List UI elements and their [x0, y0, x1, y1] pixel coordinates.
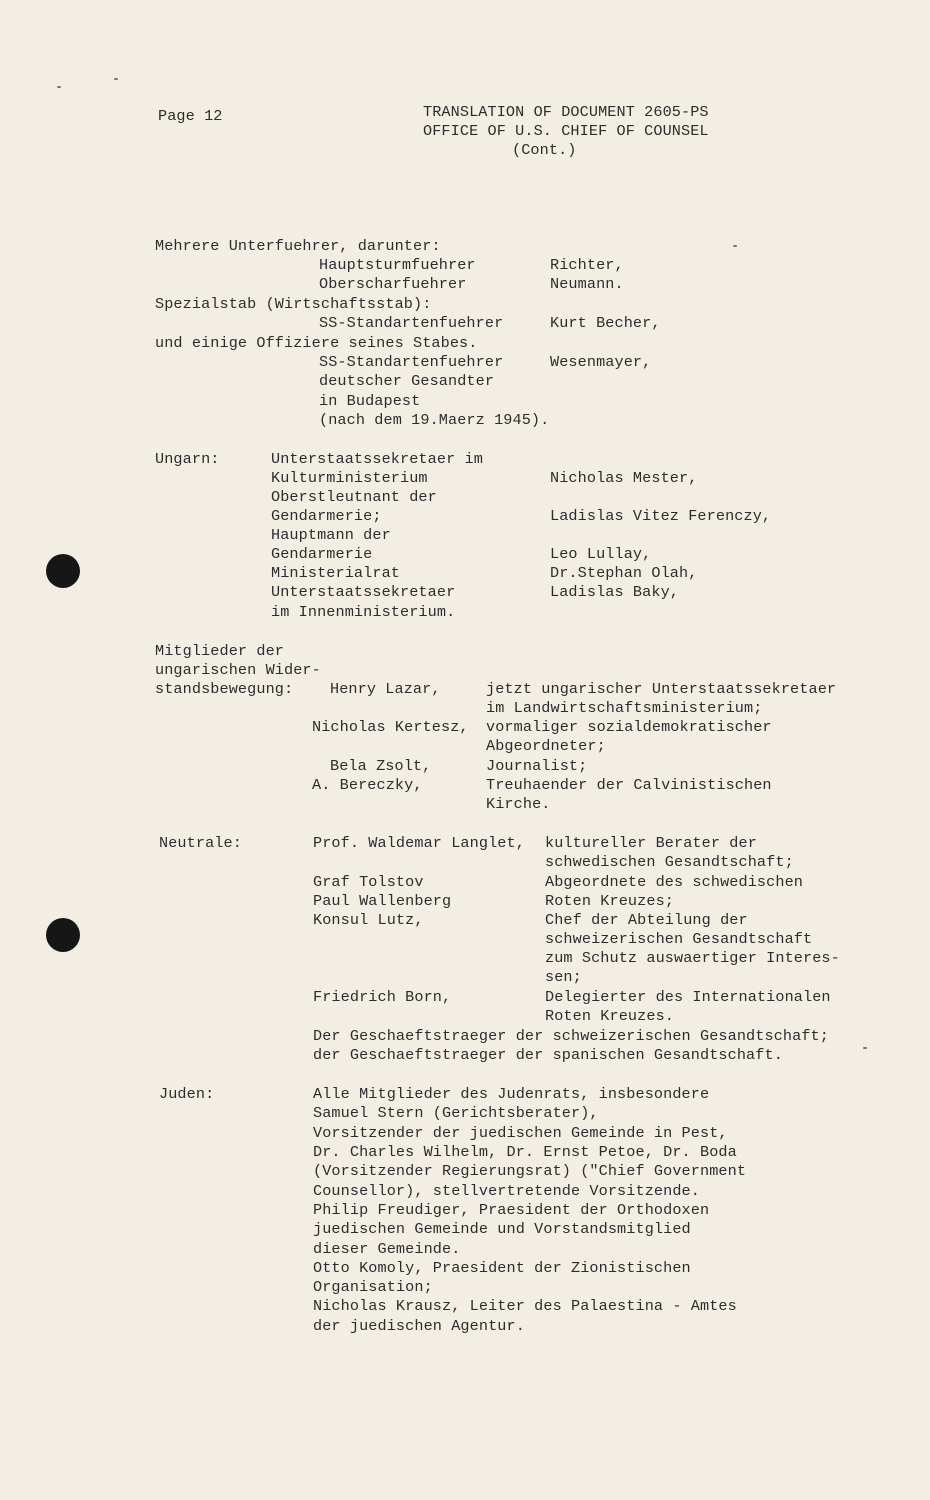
text-line: (Vorsitzender Regierungsrat) ("Chief Government: [313, 1162, 747, 1180]
paper-speck: [733, 245, 737, 247]
text-line: schwedischen Gesandtschaft;: [545, 853, 794, 871]
text-line: Abgeordnete des schwedischen: [545, 873, 803, 891]
text-line: in Budapest: [319, 392, 421, 410]
text-line: der juedischen Agentur.: [313, 1317, 525, 1335]
text-line: (nach dem 19.Maerz 1945).: [319, 411, 550, 429]
text-line: Roten Kreuzes.: [545, 1007, 674, 1025]
text-line: Bela Zsolt,: [330, 757, 432, 775]
text-line: Kulturministerium: [271, 469, 428, 487]
text-line: sen;: [545, 968, 582, 986]
text-line: Prof. Waldemar Langlet,: [313, 834, 525, 852]
section-label: ungarischen Wider-: [155, 661, 321, 679]
text-line: im Landwirtschaftsministerium;: [486, 699, 763, 717]
text-line: Gendarmerie;: [271, 507, 382, 525]
paper-speck: [863, 1047, 867, 1049]
text-line: Oberstleutnant der: [271, 488, 437, 506]
paper-speck: [114, 78, 118, 80]
text-line: Counsellor), stellvertretende Vorsitzende.: [313, 1182, 700, 1200]
text-line: Leo Lullay,: [550, 545, 652, 563]
text-line: Henry Lazar,: [330, 680, 441, 698]
text-line: Nicholas Kertesz,: [312, 718, 469, 736]
heading-line-3: (Cont.): [512, 141, 577, 159]
text-line: Alle Mitglieder des Judenrats, insbesondere: [313, 1085, 710, 1103]
section-label: standsbewegung:: [155, 680, 294, 698]
section-label: Juden:: [159, 1085, 215, 1103]
section-label: Neutrale:: [159, 834, 242, 852]
text-line: Nicholas Mester,: [550, 469, 698, 487]
text-line: jetzt ungarischer Unterstaatssekretaer: [486, 680, 837, 698]
text-line: Ladislas Vitez Ferenczy,: [550, 507, 772, 525]
text-line: Unterstaatssekretaer: [271, 583, 456, 601]
text-line: dieser Gemeinde.: [313, 1240, 461, 1258]
text-line: Kurt Becher,: [550, 314, 661, 332]
text-line: A. Bereczky,: [312, 776, 423, 794]
text-line: Delegierter des Internationalen: [545, 988, 831, 1006]
page-number: Page 12: [158, 107, 223, 125]
text-line: Abgeordneter;: [486, 737, 606, 755]
text-line: Journalist;: [486, 757, 588, 775]
text-line: zum Schutz auswaertiger Interes-: [545, 949, 840, 967]
text-line: Oberscharfuehrer: [319, 275, 467, 293]
text-line: Mehrere Unterfuehrer, darunter:: [155, 237, 441, 255]
text-line: im Innenministerium.: [271, 603, 456, 621]
text-line: Dr.Stephan Olah,: [550, 564, 698, 582]
text-line: Roten Kreuzes;: [545, 892, 674, 910]
text-line: SS-Standartenfuehrer: [319, 314, 504, 332]
text-line: Kirche.: [486, 795, 551, 813]
text-line: schweizerischen Gesandtschaft: [545, 930, 813, 948]
text-line: Chef der Abteilung der: [545, 911, 748, 929]
heading-line-1: TRANSLATION OF DOCUMENT 2605-PS: [423, 103, 709, 121]
text-line: Hauptmann der: [271, 526, 391, 544]
text-line: Hauptsturmfuehrer: [319, 256, 476, 274]
section-label: Ungarn:: [155, 450, 220, 468]
heading-line-2: OFFICE OF U.S. CHIEF OF COUNSEL: [423, 122, 709, 140]
text-line: der Geschaeftstraeger der spanischen Gesandtschaft.: [313, 1046, 783, 1064]
text-line: vormaliger sozialdemokratischer: [486, 718, 772, 736]
text-line: Philip Freudiger, Praesident der Orthodoxen: [313, 1201, 710, 1219]
text-line: Graf Tolstov: [313, 873, 424, 891]
section-label: Mitglieder der: [155, 642, 284, 660]
text-line: juedischen Gemeinde und Vorstandsmitglied: [313, 1220, 691, 1238]
text-line: Samuel Stern (Gerichtsberater),: [313, 1104, 599, 1122]
text-line: Neumann.: [550, 275, 624, 293]
text-line: Organisation;: [313, 1278, 433, 1296]
text-line: Treuhaender der Calvinistischen: [486, 776, 772, 794]
text-line: Wesenmayer,: [550, 353, 652, 371]
text-line: Vorsitzender der juedischen Gemeinde in Pest,: [313, 1124, 728, 1142]
text-line: Otto Komoly, Praesident der Zionistischen: [313, 1259, 691, 1277]
text-line: Konsul Lutz,: [313, 911, 424, 929]
text-line: Unterstaatssekretaer im: [271, 450, 483, 468]
punch-hole-bottom: [46, 918, 80, 952]
text-line: SS-Standartenfuehrer: [319, 353, 504, 371]
text-line: Richter,: [550, 256, 624, 274]
text-line: Friedrich Born,: [313, 988, 452, 1006]
text-line: Dr. Charles Wilhelm, Dr. Ernst Petoe, Dr. Boda: [313, 1143, 737, 1161]
punch-hole-top: [46, 554, 80, 588]
text-line: Nicholas Krausz, Leiter des Palaestina - Amtes: [313, 1297, 737, 1315]
text-line: Ministerialrat: [271, 564, 400, 582]
text-line: Spezialstab (Wirtschaftsstab):: [155, 295, 432, 313]
text-line: Der Geschaeftstraeger der schweizerischen Gesandtschaft;: [313, 1027, 829, 1045]
text-line: Gendarmerie: [271, 545, 373, 563]
text-line: und einige Offiziere seines Stabes.: [155, 334, 478, 352]
text-line: kultureller Berater der: [545, 834, 757, 852]
text-line: Paul Wallenberg: [313, 892, 452, 910]
paper-speck: [57, 86, 61, 88]
text-line: deutscher Gesandter: [319, 372, 495, 390]
text-line: Ladislas Baky,: [550, 583, 679, 601]
